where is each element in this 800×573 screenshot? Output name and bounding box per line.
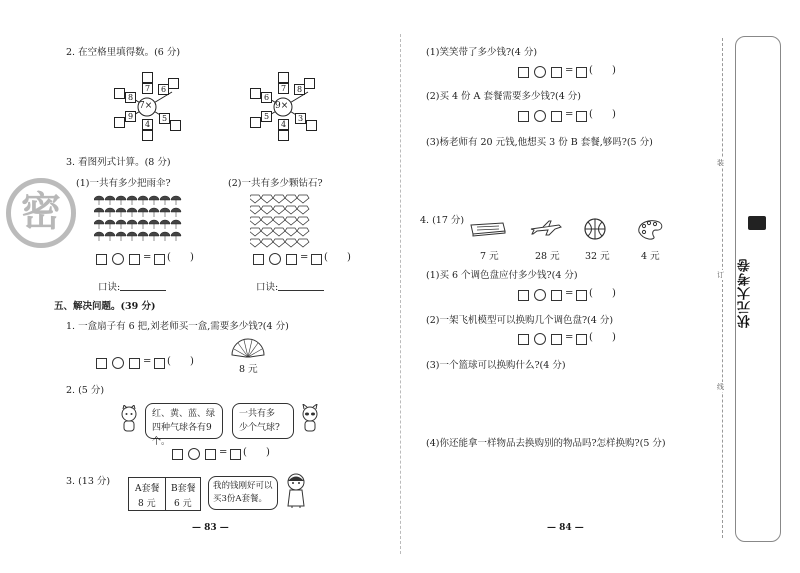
menu-b-price: 6 元 [174,499,192,509]
fan-icon [230,337,266,359]
pencil-case-icon [467,221,507,237]
answer-box[interactable] [576,111,587,122]
flower-cell[interactable] [170,120,181,131]
operator-circle[interactable] [534,333,546,345]
answer-box[interactable] [518,334,529,345]
answer-box[interactable] [518,290,529,301]
problem-3-title: 3. (13 分) [66,476,111,487]
flower-cell[interactable] [278,130,289,141]
flower-cell[interactable] [278,72,289,83]
answer-box[interactable] [253,254,264,265]
equals-sign: = [300,252,309,263]
equals-sign: = [143,356,152,367]
flower-cell: 4 [278,119,289,130]
flower-cell[interactable] [168,78,179,89]
bubble-line: 买3份A套餐。 [213,494,268,504]
price-pencil-case: 7 元 [480,251,499,262]
answer-paren[interactable]: ( ) [167,356,194,367]
equals-sign: = [565,109,574,120]
q4-item-1: (1)买 6 个调色盘应付多少钱?(4 分) [426,270,578,281]
airplane-model-icon [529,219,563,237]
answer-box[interactable] [154,254,165,265]
mnemonic-label-2: 口诀: [256,282,279,293]
mnemonic-line[interactable] [120,290,166,291]
basketball-icon [584,218,606,240]
bubble-line: 少个气球? [239,423,280,433]
flower-cell[interactable] [114,88,125,99]
operator-circle[interactable] [112,253,124,265]
flower-cell[interactable] [304,78,315,89]
flower-cell[interactable] [142,130,153,141]
flower-diagram-2 [250,80,316,134]
flower-cell[interactable] [114,117,125,128]
flower-cell: 5 [159,113,170,124]
problem-2-title: 2. (5 分) [66,385,105,396]
section-5-title: 五、解决问题。(39 分) [54,301,156,312]
girl-character-icon [283,472,309,508]
answer-paren[interactable]: ( ) [589,288,616,299]
q3-part1: (1)一共有多少把雨伞? [76,178,171,189]
cat-character-icon [118,405,140,433]
answer-box[interactable] [551,111,562,122]
flower-center: 9× [275,101,289,111]
answer-paren[interactable]: ( ) [324,252,351,263]
answer-paren[interactable]: ( ) [167,252,194,263]
flower-cell: 8 [294,84,305,95]
answer-box[interactable] [576,67,587,78]
answer-paren[interactable]: ( ) [589,109,616,120]
flower-cell: 5 [261,111,272,122]
answer-box[interactable] [129,254,140,265]
flower-cell[interactable] [250,88,261,99]
flower-cell: 3 [295,113,306,124]
answer-box[interactable] [518,67,529,78]
flower-cell[interactable] [250,117,261,128]
r-q3-item-3: (3)杨老师有 20 元钱,他想买 3 份 B 套餐,够吗?(5 分) [426,137,653,148]
q4-item-3: (3)一个篮球可以换购什么?(4 分) [426,360,566,371]
flower-cell: 6 [261,92,272,103]
mnemonic-line[interactable] [278,290,324,291]
answer-paren[interactable]: ( ) [589,332,616,343]
palette-icon [636,218,664,242]
bubble-line: 一共有多 [239,409,276,419]
confidential-stamp: 密 [6,178,76,248]
answer-box[interactable] [551,290,562,301]
operator-circle[interactable] [534,110,546,122]
brand-logo-icon [748,216,766,230]
answer-box[interactable] [551,67,562,78]
bubble-line: 四种气球各有9个。 [152,423,212,447]
speech-bubble-left [145,403,223,447]
answer-paren[interactable]: ( ) [243,447,270,458]
answer-box[interactable] [96,358,107,369]
fan-price: 8 元 [239,364,258,375]
page-number-right: — 84 — [547,523,584,533]
speech-bubble-girl [208,476,278,510]
price-airplane: 28 元 [535,251,560,262]
flower-cell[interactable] [306,120,317,131]
equals-sign: = [143,252,152,263]
menu-a-name: A套餐 [135,484,160,494]
answer-box[interactable] [518,111,529,122]
page-number-left: — 83 — [192,523,229,533]
answer-box[interactable] [230,449,241,460]
q4-item-2: (2)一架飞机模型可以换购几个调色盘?(4 分) [426,315,614,326]
flower-cell[interactable] [142,72,153,83]
operator-circle[interactable] [534,66,546,78]
binding-label-xian: 线 [717,383,724,391]
answer-box[interactable] [172,449,183,460]
binding-label-zhuang: 装 [717,159,724,167]
r-q3-item-2: (2)买 4 份 A 套餐需要多少钱?(4 分) [426,91,582,102]
price-basketball: 32 元 [585,251,610,262]
q4-item-4: (4)你还能拿一样物品去换购别的物品吗?怎样换购?(5 分) [426,438,666,449]
answer-box[interactable] [286,254,297,265]
brand-name: 状元大考卷 [738,258,753,328]
flower-cell: 7 [142,83,153,94]
page-divider [400,34,401,554]
q3-title: 3. 看图列式计算。(8 分) [66,157,171,168]
operator-circle[interactable] [534,289,546,301]
flower-cell: 6 [158,84,169,95]
bubble-line: 红、黄、蓝、绿 [152,409,216,419]
equals-sign: = [565,288,574,299]
operator-circle[interactable] [188,448,200,460]
r-q3-item-1: (1)笑笑带了多少钱?(4 分) [426,47,538,58]
answer-box[interactable] [96,254,107,265]
flower-cell: 7 [278,83,289,94]
answer-box[interactable] [311,254,322,265]
equals-sign: = [565,65,574,76]
answer-paren[interactable]: ( ) [589,65,616,76]
answer-box[interactable] [576,290,587,301]
flower-cell: 8 [125,92,136,103]
menu-a-price: 8 元 [138,499,156,509]
answer-box[interactable] [154,358,165,369]
q2-title: 2. 在空格里填得数。(6 分) [66,47,181,58]
raccoon-character-icon [298,404,322,432]
equals-sign: = [219,447,228,458]
bubble-line: 我的钱刚好可以 [213,481,273,491]
q4-title: 4. (17 分) [420,215,465,226]
answer-box[interactable] [576,334,587,345]
equals-sign: = [565,332,574,343]
mnemonic-label-1: 口诀: [98,282,121,293]
problem-1-title: 1. 一盒扇子有 6 把,刘老师买一盒,需要多少钱?(4 分) [66,321,289,332]
flower-diagram-1 [114,80,180,134]
diamond-grid [250,192,316,252]
answer-box[interactable] [129,358,140,369]
answer-box[interactable] [551,334,562,345]
umbrella-grid [94,194,190,242]
q3-part2: (2)一共有多少颗钻石? [228,178,323,189]
answer-box[interactable] [205,449,216,460]
menu-table [128,477,201,511]
binding-label-ding: 订 [717,271,724,279]
price-palette: 4 元 [641,251,660,262]
flower-center: 7× [139,101,153,111]
menu-b-name: B套餐 [171,484,196,494]
flower-cell: 9 [125,111,136,122]
binding-line [722,38,723,538]
operator-circle[interactable] [269,253,281,265]
operator-circle[interactable] [112,357,124,369]
flower-cell: 4 [142,119,153,130]
speech-bubble-right [232,403,294,439]
